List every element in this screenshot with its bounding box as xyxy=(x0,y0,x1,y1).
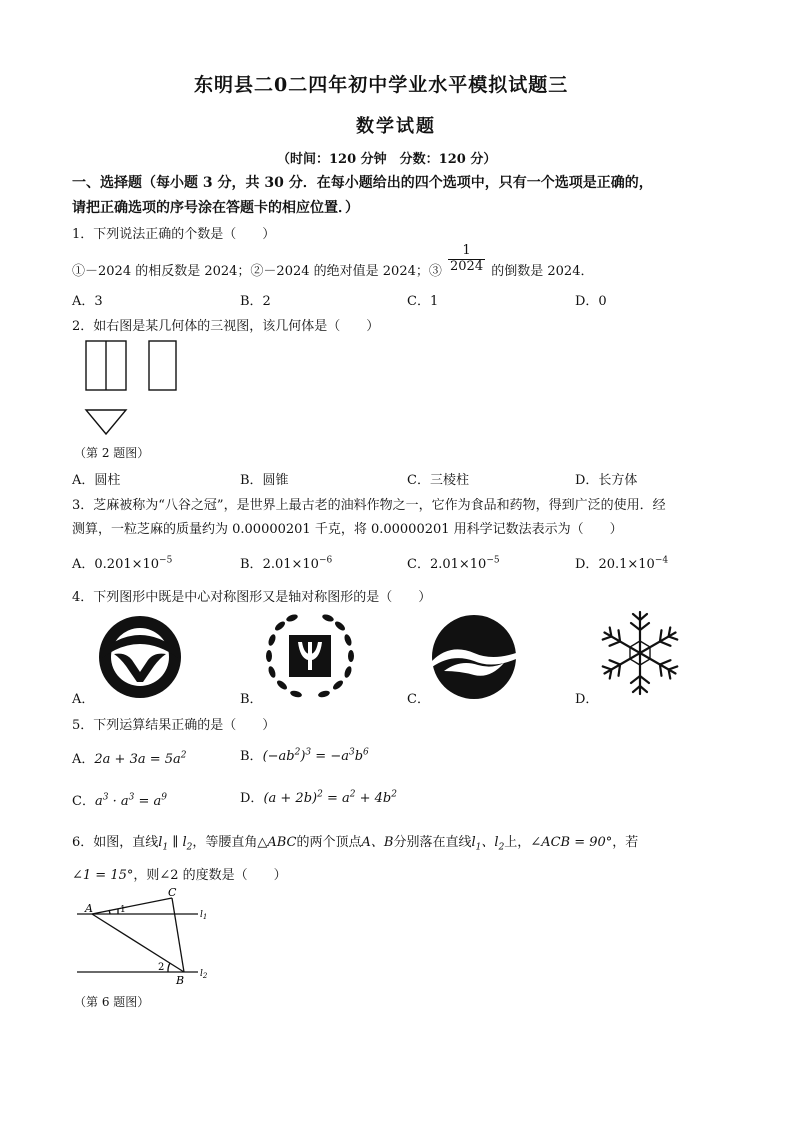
exam-info: （时间：120 分钟 分数：120 分） xyxy=(277,152,497,167)
label-angle-1: 1 xyxy=(120,905,126,915)
q6-geometry-figure xyxy=(72,888,212,988)
q1-statements xyxy=(72,243,594,279)
q1-fraction-denominator: 2024 xyxy=(450,258,484,274)
q5-option-c-formula: $a^3 \cdot a^3 = a^9$ xyxy=(94,792,167,809)
q3-option-a-label: A． xyxy=(72,557,95,572)
q1-fraction-numerator: 1 xyxy=(448,244,485,260)
q2-option-d[interactable]: D．长方体 xyxy=(575,473,638,488)
exam-subtitle: 数学试题 xyxy=(356,116,436,137)
q6-triangle-name: ABC xyxy=(267,835,297,850)
q4-stem: 4．下列图形中既是中心对称图形又是轴对称图形的是（ ） xyxy=(72,590,432,605)
q3-stem-line2: 测算，一粒芝麻的质量约为 0.00000201 千克，将 0.00000201 用科学记数法表示为（ ） xyxy=(72,522,623,537)
q6-caption: （第 6 题图） xyxy=(74,995,150,1009)
q6-text-a: 6．如图，直线 xyxy=(72,835,159,850)
q1-option-a[interactable]: A．3 xyxy=(72,294,103,309)
q6-angle-acb: ∠ACB = 90° xyxy=(530,835,613,850)
q3-option-d-label: D． xyxy=(575,557,599,572)
q5-option-c[interactable] xyxy=(72,790,167,809)
q4-option-d[interactable]: D． xyxy=(575,692,599,707)
side-view-rect xyxy=(149,341,176,390)
q3-option-d-coef: 20.1×10 xyxy=(598,557,655,572)
top-view-triangle xyxy=(86,410,126,434)
q3-option-c-exp: −5 xyxy=(486,555,500,566)
q4-option-a[interactable]: A． xyxy=(72,692,95,707)
q2-caption: （第 2 题图） xyxy=(74,446,150,460)
q3-option-b-label: B． xyxy=(240,557,263,572)
q6-text-e: 上， xyxy=(504,835,531,850)
label-angle-2: 2 xyxy=(158,962,165,973)
q3-option-d[interactable] xyxy=(575,553,668,572)
q1-option-b[interactable]: B．2 xyxy=(240,294,271,309)
q3-option-a-exp: −5 xyxy=(159,555,173,566)
q6-lines-formula: $l_1$、$l_2$ xyxy=(471,835,505,853)
q5-stem: 5．下列运算结果正确的是（ ） xyxy=(72,718,276,733)
q5-option-a[interactable] xyxy=(72,748,187,767)
q3-option-b[interactable] xyxy=(240,553,332,572)
q2-option-b[interactable]: B．圆锥 xyxy=(240,473,289,488)
q6-text-c: 的两个顶点 xyxy=(296,835,362,850)
snowflake-icon xyxy=(598,606,682,700)
segment-ac xyxy=(92,898,172,914)
q1-stem: 1．下列说法正确的个数是（ ） xyxy=(72,227,276,242)
q2-stem: 2．如右图是某几何体的三视图，该几何体是（ ） xyxy=(72,319,380,334)
q3-option-a-coef: 0.201×10 xyxy=(94,557,160,572)
q6-stem-line2 xyxy=(72,864,287,883)
q5-option-d-formula: $(a + 2b)^2 = a^2 + 4b^2$ xyxy=(263,789,397,806)
q6-vertices: A、B xyxy=(361,835,394,850)
q6-parallel-formula: $l_1$ ∥ $l_2$ xyxy=(158,835,193,853)
q6-text-f: ，若 xyxy=(612,835,639,850)
label-l2: $l_2$ xyxy=(200,969,208,980)
q3-stem-line1: 3．芝麻被称为“八谷之冠”，是世界上最古老的油料作物之一，它作为食品和药物，得到广泛的使用．经 xyxy=(72,498,666,513)
q1-fraction xyxy=(448,244,485,275)
q3-option-b-exp: −6 xyxy=(318,555,333,566)
angle2-arc xyxy=(168,963,170,972)
laurel-wreath-emblem-icon xyxy=(262,610,358,702)
q5-option-b[interactable] xyxy=(240,745,369,764)
q4-option-b[interactable]: B． xyxy=(240,692,263,707)
q2-option-c[interactable]: C．三棱柱 xyxy=(407,473,469,488)
label-b: B xyxy=(176,974,185,987)
q1-option-c[interactable]: C．1 xyxy=(407,294,439,309)
q6-text-g: ，则∠2 的度数是（ ） xyxy=(133,868,287,883)
q5-option-c-label: C． xyxy=(72,794,95,809)
label-c: C xyxy=(168,886,177,899)
q4-option-c[interactable]: C． xyxy=(407,692,430,707)
q3-option-d-exp: −4 xyxy=(654,555,669,566)
q5-option-a-label: A． xyxy=(72,752,95,767)
q2-three-views-figure xyxy=(80,340,190,440)
q5-option-b-formula: $(-ab^2)^3 = -a^3b^6$ xyxy=(262,747,369,764)
q6-text-b: ，等腰直角△ xyxy=(192,835,268,850)
q3-option-c-coef: 2.01×10 xyxy=(429,557,487,572)
q1-statements-text: ①－2024 的相反数是 2024；②－2024 的绝对值是 2024；③ xyxy=(72,263,442,279)
q5-option-d[interactable] xyxy=(240,787,397,806)
q2-option-a[interactable]: A．圆柱 xyxy=(72,473,121,488)
q5-option-d-label: D． xyxy=(240,791,264,806)
q3-option-c[interactable] xyxy=(407,553,500,572)
q3-option-a[interactable] xyxy=(72,553,172,572)
q1-statements-tail: 的倒数是 2024． xyxy=(491,263,594,279)
q6-stem-line1 xyxy=(72,831,638,853)
exam-title: 东明县二0二四年初中学业水平模拟试题三 xyxy=(194,74,569,96)
label-a: A xyxy=(85,902,93,915)
segment-cb xyxy=(172,898,184,972)
q3-option-b-coef: 2.01×10 xyxy=(262,557,319,572)
section-heading-line2: 请把正确选项的序号涂在答题卡的相应位置．） xyxy=(72,200,359,216)
q3-option-c-label: C． xyxy=(407,557,430,572)
section-heading-line1: 一、选择题（每小题 3 分，共 30 分．在每小题给出的四个选项中，只有一个选项是正确的， xyxy=(72,175,653,191)
q5-option-b-label: B． xyxy=(240,749,263,764)
q6-angle1: ∠1 = 15° xyxy=(72,868,134,883)
q5-option-a-formula: $2a + 3a = 5a^2$ xyxy=(94,750,187,767)
label-l1: $l_1$ xyxy=(200,910,208,921)
swirl-circle-emblem-icon xyxy=(430,613,518,701)
q1-option-d[interactable]: D．0 xyxy=(575,294,607,309)
circle-v-emblem-icon xyxy=(96,614,184,700)
q6-text-d: 分别落在直线 xyxy=(393,835,472,850)
